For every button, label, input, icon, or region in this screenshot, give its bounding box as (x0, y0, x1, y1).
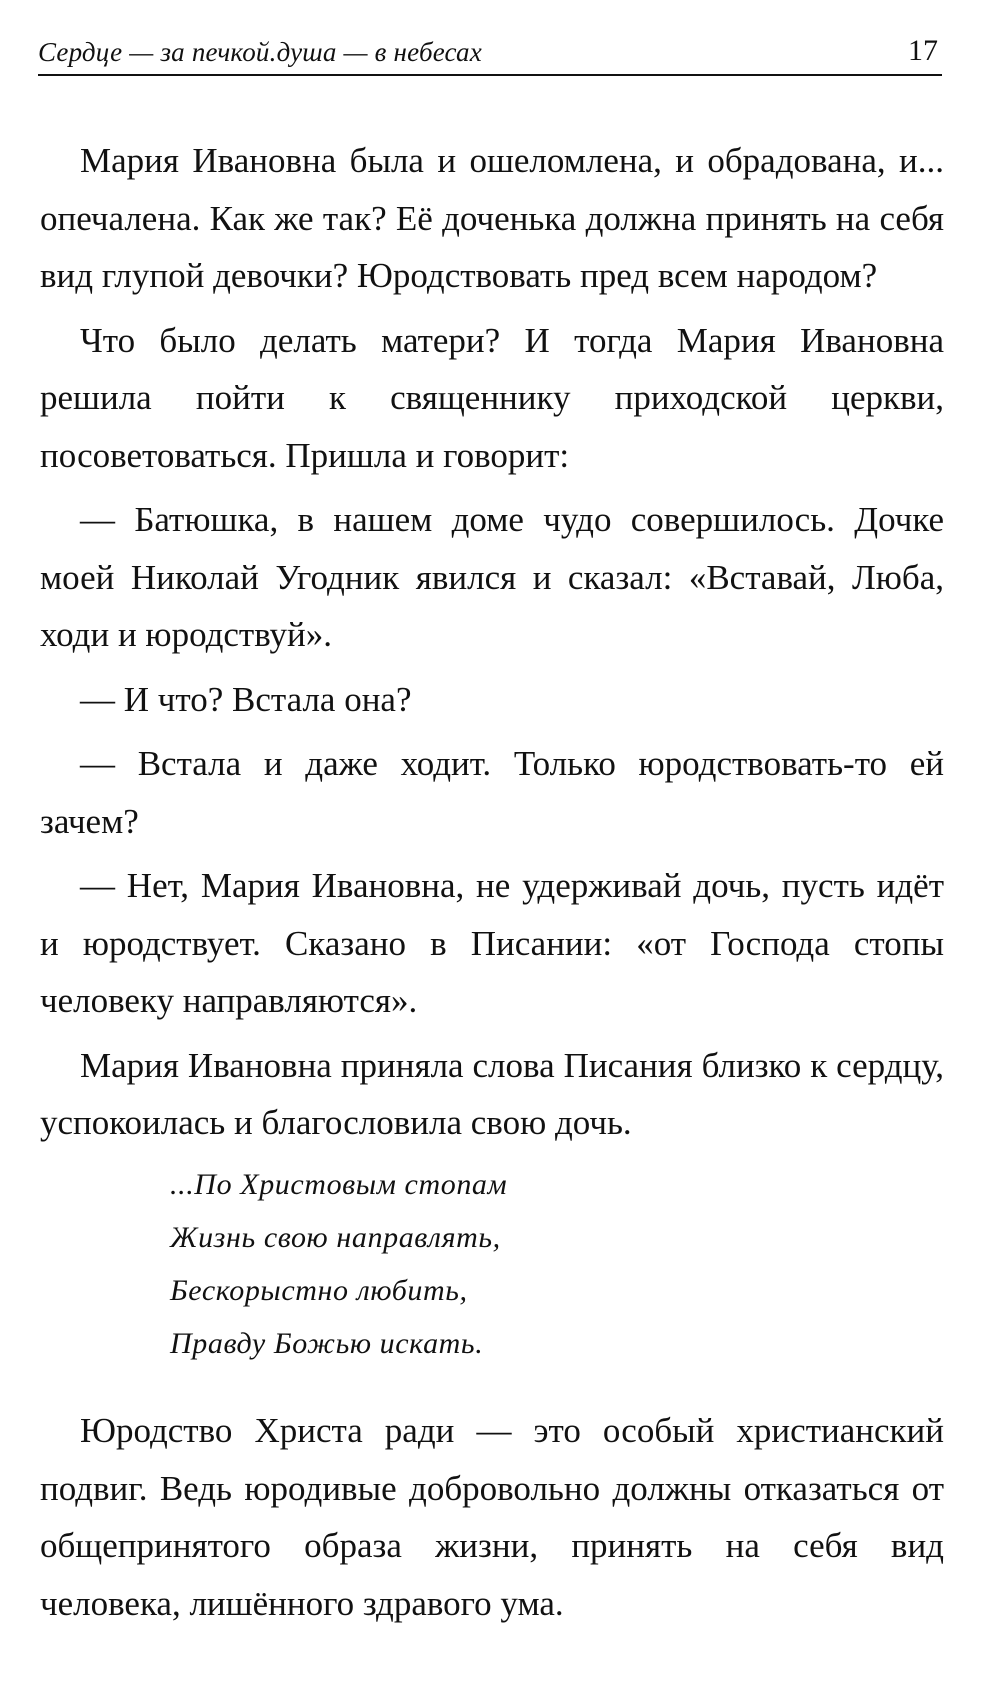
running-header (38, 30, 942, 76)
running-title: Сердце — за печкой.душа — в небесах (38, 37, 482, 67)
dialogue-line: — Нет, Мария Ивановна, не удерживай дочь, пусть идёт и юродствует. Сказано в Писании: «от Господа стопы человеку направляются». (40, 866, 944, 1020)
poem-line: Бескорыстно любить, (170, 1274, 468, 1307)
closing-text (40, 1402, 944, 1639)
paragraph: Что было делать матери? И тогда Мария Ивановна решила пойти к священнику приходской церкви, посоветоваться. Пришла и говорит: (40, 320, 944, 475)
paragraph: Мария Ивановна была и ошеломлена, и обрадована, и... опечалена. Как же так? Её доченька должна принять на себя вид глупой девочки? Юродствовать пред всем народом? (40, 141, 944, 295)
dialogue-line: — Встала и даже ходит. Только юродствовать-то ей зачем? (40, 744, 944, 841)
main-text (40, 132, 944, 1159)
poem-line: Правду Божью искать. (170, 1327, 484, 1360)
poem-stanza (170, 1158, 870, 1370)
page-number: 17 (908, 34, 938, 67)
dialogue-line: — И что? Встала она? (80, 679, 412, 719)
poem-line: Жизнь свою направлять, (170, 1221, 501, 1254)
poem-line: ...По Христовым стопам (170, 1168, 508, 1201)
dialogue-line: — Батюшка, в нашем доме чудо совершилось. Дочке моей Николай Угодник явился и сказал: «Вставай, Люба, ходи и юродствуй». (40, 500, 944, 654)
paragraph: Юродство Христа ради — это особый христианский подвиг. Ведь юродивые добровольно должны отказаться от общепринятого образа жизни, принять на себя вид человека, лишённого здравого ума. (40, 1411, 944, 1623)
paragraph: Мария Ивановна приняла слова Писания близко к сердцу, успокоилась и благословила свою дочь. (40, 1045, 944, 1142)
